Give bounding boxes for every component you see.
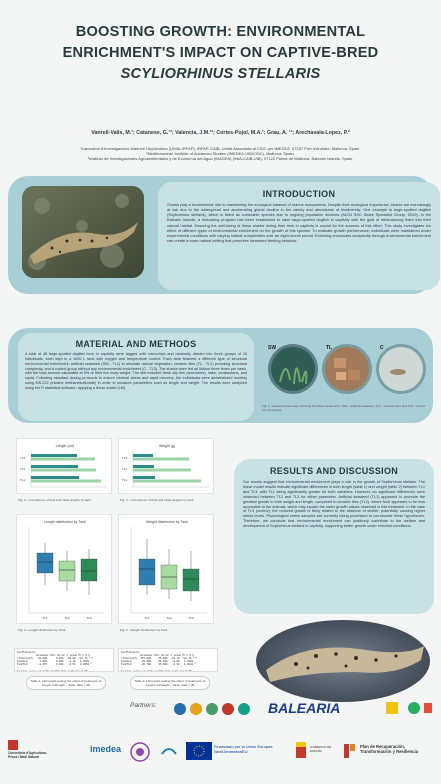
results-text: Our results suggest that environmental enrichment plays a role in the growth of Scyliorhinus stellaris. The linear model results indicate significant differences in both length (table 1) and weight (table 2) between TL1 and TL3, with TL1 being significantly greater for both variables. However, no significant differences were observed between TL2 and TL3 for either parameter. Artificial seaweed (TL1) appeared to promote the greatest growth in both weight and length, compared to ceramic tiles (TL2), where food appeared to be less accessible to the animals, which may explain the lower growth values observed in this treatment. In the case of TL3 (control), the reduced growth is likely related to the absence of shelter, potentially causing higher stress levels. Physiological stress samples are currently being processed to corroborate these hypotheses. Therefore, we conclude that environmental enrichment can positively contribute to the welfare and development of Scyliorhinus stellaris in captivity, supporting better growth under enriched conditions. [243,480,425,529]
partners-label: Partners: [130,702,157,709]
methods-box [18,333,254,421]
box-tl1 [139,539,155,595]
label-sw: SW [268,345,277,351]
tank-label: TL1 [122,478,128,482]
table1-stats: Coefficients: Estimate Std. Error t value Pr(>|t|) (Intercept) 42.830 0.659 64.99 <2e-16 *** TankTL2 -1.085 0.932 -1.16 0.2509 TankTL3 -2.357 0.932 -2.53 0.0152 * --- Signif. codes: 0 '***' 0.001 '**' 0.01 '*' 0.05 [14,648,114,672]
methods-text: A total of 45 large-spotted dogfish born in captivity were tagged with microchips and randomly divided into three groups of 15 individuals, each kept in a 1000 L tank with oxygen and temperature control. Each tank featured a different type of structural environmental enrichment: artificial seaweed (SW - TL1) to simulate natural vegetation, ceramic tiles (TL - TL2) providing structural complexity, and a control group without any environmental enrichment (C - TL3). The sharks were fed ad libitum three times per week, with the total amount calculated at 5% of their live body weight. The diet included fresh oily fish (anchovies), hake, crustaceans, and squid. Following standard dosing protocols to ensure minimal stress and rapid recovery, the individuals were anesthetized monthly using MS-222 (tricaine methanesulfonate) in order to measure parameters such as length and weight. The results were analyzed using the R statistical software, applying a linear model (LM). [25,352,247,390]
box-tl2 [161,549,177,599]
affiliation-2: ²Mediterranean Institute of Advanced Studies (IMEDEA-UIB/CSIC), Mallorca, Spain. [146,151,295,157]
bar-final [31,458,95,461]
bar-initial [133,476,155,479]
affiliation-1: ¹Laboratori d'Investigacions Marines i Aqüicultura (LIMIA-IRFAP), IRFAP, CAIB, Unitat Associada al CSIC per IMEDEA. 07157 Port d'Andratx, Mallorca, Spain. [80,146,361,151]
tank-label: TL2 [122,467,128,471]
length-chart-title: Length (cm) [55,444,75,448]
tank-sw [268,344,318,394]
fig1-caption: Fig. 1 - Experimental setup showing the three treatments. (SW - artificial seaweed, TL1 - ceramic tiles and TL3 - control (no structure)). [262,404,426,412]
tank-tl [322,344,372,394]
weight-bars [133,454,201,483]
title-line-2: ENRICHMENT'S IMPACT ON CAPTIVE-BRED [62,45,379,61]
tank-label: TL2 [166,616,172,620]
box-tl3 [183,551,199,601]
conselleria-text: Conselleria d'Agricultura, Pesca i Medi Natural [8,751,47,759]
table2-caption: Table 2. LM results testing the effect of treatment on weight. lm(weight ~ Tank, data = df) [130,676,210,690]
gobierno-text: GOBIERNO DE ESPAÑA [310,745,332,753]
bar-final [133,458,189,461]
bar-initial [31,476,79,479]
length-bar-chart [16,438,112,494]
tank-label: TL3 [20,456,26,460]
plan-recuperacion-text: Plan de Recuperación, Transformación y Resiliencia [360,744,418,754]
box-tl3 [81,549,97,595]
title-line-3 [10,64,431,85]
box-tl1 [37,543,53,585]
label-tl: TL [326,345,333,351]
table1-caption: Table 1. LM results testing the effect of treatment on length. lm(length ~ Tank, data = df) [26,676,106,690]
tank-label: TL2 [64,616,70,620]
bar-initial [31,454,77,457]
weight-boxplot-title: Weight distribution by Tank [146,520,188,524]
weight-bar-chart [118,438,214,494]
fig4-caption: Fig. 4 - Length distribution by Tank [18,628,66,632]
bar-initial [31,465,78,468]
prtr-icon [344,744,356,758]
univ-logo [130,742,150,762]
bar-final [133,469,191,472]
results-heading: RESULTS AND DISCUSSION [269,466,399,476]
label-c: C [380,345,384,351]
partner-logos-row [172,700,262,718]
bar-initial [133,454,153,457]
bar-final [31,480,101,483]
spain-emblem-icon [296,742,306,758]
conselleria-emblem-icon [8,740,18,750]
table2-stats: Coefficients: Estimate Std. Error t value Pr(>|t|) (Intercept) 357.000 25.900 13.78 <2e-16 *** TankTL2 -29.300 36.630 -0.80 0.4282 TankTL3 -85.700 36.630 -2.34 0.0241 * --- Signif. codes: 0 '***' 0.001 '**' 0.01 '*' 0.05 [118,648,218,672]
shark-photo-2 [256,620,431,702]
methods-heading: MATERIAL AND METHODS [75,339,197,349]
bar-initial [133,465,154,468]
weight-boxplot [118,514,214,624]
shark-photo [22,186,144,278]
tank-label: TL3 [122,456,128,460]
balearia-logo: BALEARIA [268,700,341,716]
tank-label: TL2 [20,467,26,471]
species-name: SCYLIORHINUS STELLARIS [120,66,321,82]
affiliation-3: ³Instituto de Investigaciones Agroambientales y de Economía del Agua (INAGEA) (INIA-CAIB-UIB), 07122 Palma de Mallorca, Balearic Islands, Spain. [87,156,354,162]
extra-logos [384,700,434,716]
introduction-box [158,182,440,290]
introduction-heading: INTRODUCTION [262,189,336,199]
fig5-caption: Fig. 5 - Weight distribution by Tank [120,628,168,632]
fig2-caption: Fig. 2 - Comparison of final and initial lengths by tank. [18,498,92,502]
eu-flag-icon [186,742,212,760]
conselleria-logo [8,740,56,760]
tank-label: TL1 [42,616,48,620]
length-boxplot-title: Length distribution by Tank [44,520,86,524]
imedea-logo: imedea [90,744,122,754]
tank-label: TL1 [144,616,150,620]
tank-label: TL1 [20,478,26,482]
title-line-1: BOOSTING GROWTH: ENVIRONMENTAL [75,24,366,40]
bar-final [31,469,96,472]
results-box [234,459,434,614]
eu-funding-text: Financiado por la Unión Europea NextGenerationEU [214,744,273,754]
tank-c [376,344,426,394]
affiliations [40,146,401,162]
length-bars [31,454,101,483]
sea-logo [160,742,178,760]
box-tl2 [59,551,75,591]
weight-chart-title: Weight (g) [158,444,176,448]
authors: Vanrell-Valls, M.¹; Catanese, G.¹³; Valencia, J.M.¹³; Cortes-Pujol, M.A.¹; Grau, A. ¹³; Arechavala-Lopez, P.² [91,130,350,136]
introduction-text: Sharks play a fundamental role in maintaining the ecological balance of marine ecosystems. Despite their ecological importance, sharks are increasingly at risk due to the widespread and accelerating global decline in the variety and abundance of biodiversity. One example is large-spotted dogfish (Scyliorhinus stellaris), which is listed as vulnerable species due to ongoing population declines (IUCN SSC Shark Specialist Group, 2010). In the Balearic Islands, a restocking program has been established to raise large-spotted dogfish in captivity with the goal of reintroducing them into their natural habitat. Ensuring the well-being of these sharks during their time in captivity is crucial for the success of this effort. This study investigates the effect of different types of environmental enrichment on the growth of this species. To evaluate growth performance, individuals were maintained under experimental conditions with varying habitat complexities over an eight-month period. Enriching enclosures complexity through environmental enrichment can create a more natural setting that promotes increased feeding behavior. [167,202,431,244]
tank-label: TL3 [188,616,194,620]
poster-title [10,22,431,85]
bar-final [133,480,201,483]
tank-photos [266,342,428,396]
length-boxplot [16,514,112,624]
fig3-caption: Fig. 3 - Comparison of final and initial weights by tank. [120,498,195,502]
tank-label: TL3 [86,616,92,620]
